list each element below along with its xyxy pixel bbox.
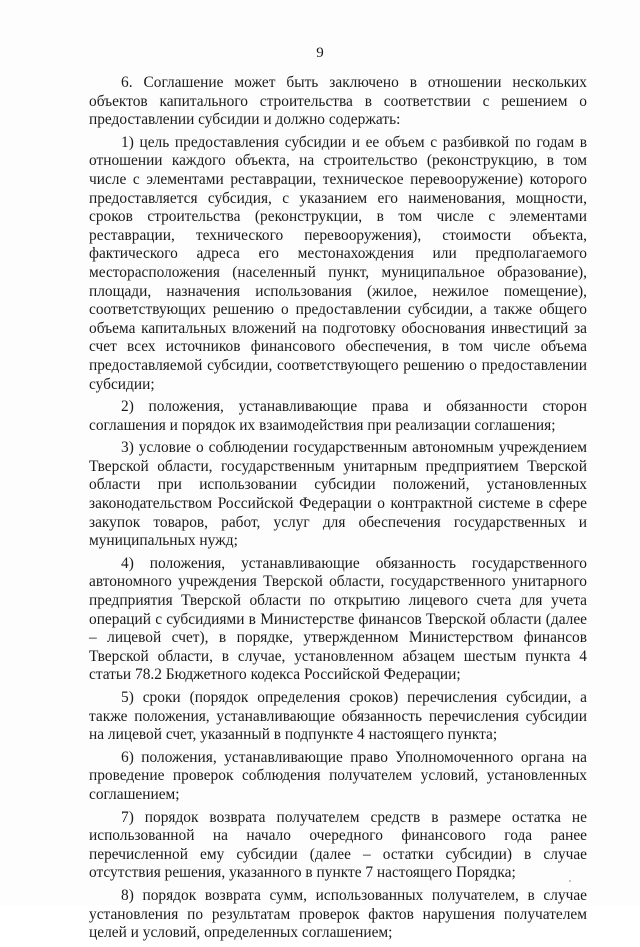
paragraph-6: 6. Соглашение может быть заключено в отношении нескольких объектов капитального строительства в соответствии с решением о предоставлении субсидии и должно содержать:	[89, 74, 587, 129]
subparagraph-3: 3) условие о соблюдении государственным автономным учреждением Тверской области, государственным унитарным предприятием Тверской области при использовании субсидии положений, установленных законодательством Российской Федерации о контрактной системе в сфере закупок товаров, работ, услуг для обеспечения государственных и муниципальных нужд;	[89, 439, 587, 550]
scan-speck	[569, 880, 571, 882]
subparagraph-8: 8) порядок возврата сумм, использованных получателем, в случае установления по результатам проверок фактов нарушения получателем целей и условий, определенных соглашением;	[89, 886, 587, 942]
subparagraph-4: 4) положения, устанавливающие обязанность государственного автономного учреждения Тверской области, государственного унитарного предприятия Тверской области по открытию лицевого счета для учета операций с субсидиями в Министерстве финансов Тверской области (далее – лицевой счет), в порядке, утвержденном Министерством финансов Тверской области, в случае, установленном абзацем шестым пункта 4 статьи 78.2 Бюджетного кодекса Российской Федерации;	[89, 554, 587, 684]
subparagraph-2: 2) положения, устанавливающие права и обязанности сторон соглашения и порядок их взаимодействия при реализации соглашения;	[89, 398, 587, 434]
subparagraph-7: 7) порядок возврата получателем средств в размере остатка не использованной на начало очередного финансового года ранее перечисленной ему субсидии (далее – остатки субсидии) в случае отсутствия решения, указанного в пункте 7 настоящего Порядка;	[89, 808, 587, 882]
subparagraph-5: 5) сроки (порядок определения сроков) перечисления субсидии, а также положения, устанавливающие обязанность перечисления субсидии на лицевой счет, указанный в подпункте 4 настоящего пункта;	[89, 689, 587, 744]
page-number: 9	[316, 45, 324, 61]
subparagraph-6: 6) положения, устанавливающие право Уполномоченного органа на проведение проверок соблюдения получателем условий, установленных соглашением;	[89, 748, 587, 803]
document-body	[89, 74, 587, 947]
subparagraph-1: 1) цель предоставления субсидии и ее объем с разбивкой по годам в отношении каждого объекта, на строительство (реконструкцию, в том числе с элементами реставрации, техническое перевооружение) которого предоставляется субсидия, с указанием его наименования, мощности, сроков строительства (реконструкции, в том числе с элементами реставрации, технического перевооружения), стоимости объекта, фактического адреса его местонахождения или предполагаемого месторасположения (населенный пункт, муниципальное образование), площади, назначения использования (жилое, нежилое помещение), соответствующих решению о предоставлении субсидии, а также общего объема капитальных вложений на подготовку обоснования инвестиций за счет всех источников финансового обеспечения, в том числе объема предоставляемой субсидии, соответствующего решению о предоставлении субсидии;	[89, 133, 587, 393]
